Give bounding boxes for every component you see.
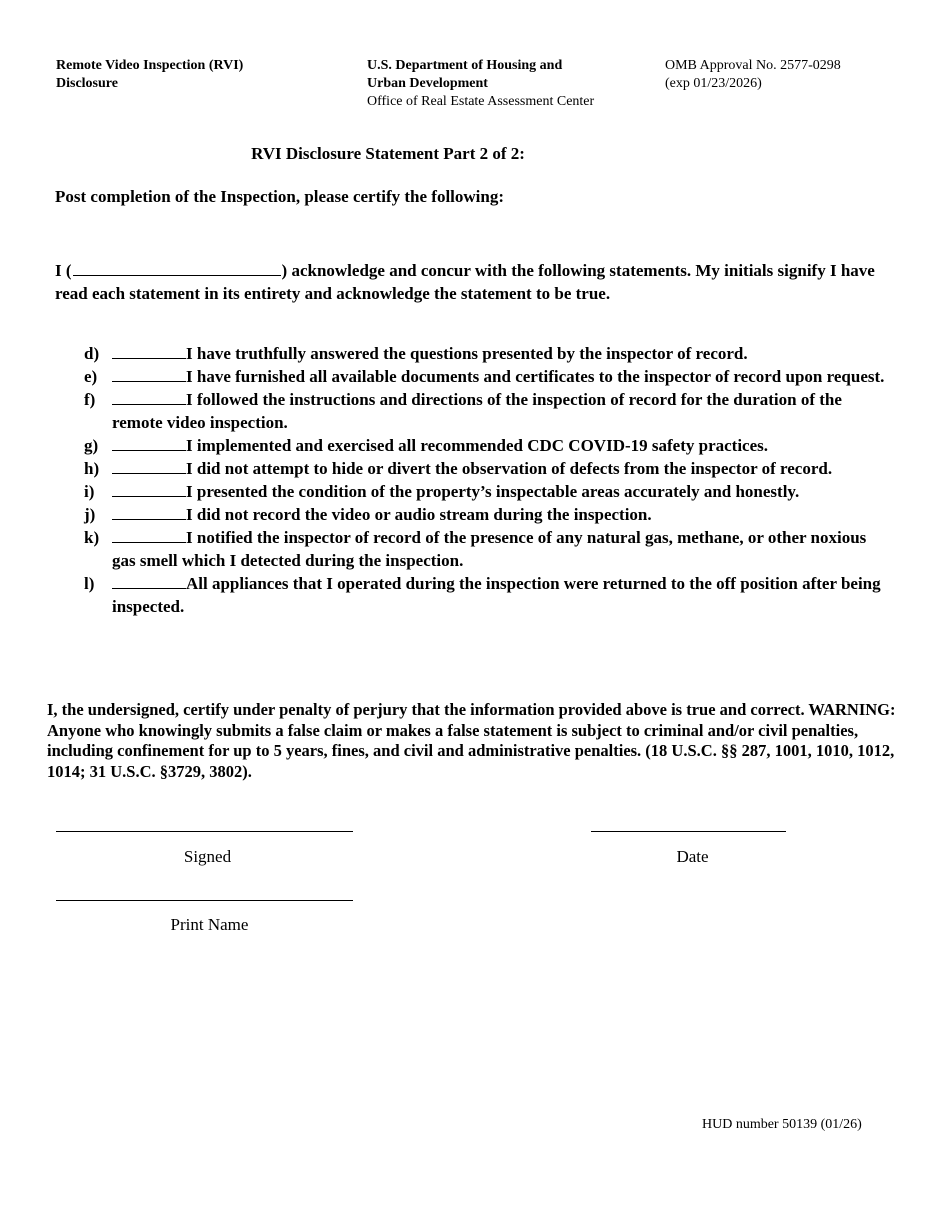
- name-blank-field[interactable]: [73, 260, 281, 276]
- header-form-name: [56, 57, 326, 93]
- header-left-line1: Remote Video Inspection (RVI): [56, 58, 244, 73]
- ack-prefix: I (: [55, 261, 72, 280]
- statement-body: [112, 526, 894, 572]
- statement-text: I notified the inspector of record of the presence of any natural gas, methane, or other noxious gas smell which I detected during the inspection.: [112, 528, 867, 570]
- header-agency: [367, 57, 647, 111]
- acknowledgement-paragraph: [55, 259, 895, 305]
- statement-item: [84, 365, 894, 388]
- signed-label: Signed: [183, 847, 232, 866]
- initials-blank-field[interactable]: [112, 366, 186, 382]
- statement-list: [84, 342, 894, 618]
- statement-item: [84, 572, 894, 618]
- statement-letter: g): [84, 436, 99, 455]
- page-title: RVI Disclosure Statement Part 2 of 2:: [251, 144, 525, 163]
- initials-blank-field[interactable]: [112, 527, 186, 543]
- statement-body: [112, 365, 894, 388]
- header-center-line1: U.S. Department of Housing and: [367, 58, 563, 73]
- header-center-line2: Urban Development: [367, 76, 488, 91]
- certification-warning: I, the undersigned, certify under penalty of perjury that the information provided above is true and correct. WARNING: Anyone who knowingly submits a false claim or makes a false statement is subject to criminal and/or civil penalties, including confinement for up to 5 years, fines, and civil and administrative penalties. (18 U.S.C. §§ 287, 1001, 1010, 1012, 1014; 31 U.S.C. §3729, 3802).: [47, 700, 896, 781]
- statement-body: [112, 572, 894, 618]
- statement-letter: d): [84, 344, 100, 363]
- statement-text: All appliances that I operated during the inspection were returned to the off position after being inspected.: [112, 574, 881, 616]
- statement-item: [84, 388, 894, 434]
- statement-item: [84, 526, 894, 572]
- statement-text: I implemented and exercised all recommended CDC COVID-19 safety practices.: [186, 436, 769, 455]
- initials-blank-field[interactable]: [112, 573, 186, 589]
- form-number-footer: HUD number 50139 (01/26): [702, 1117, 862, 1132]
- statement-text: I did not record the video or audio stream during the inspection.: [186, 505, 652, 524]
- statement-item: [84, 480, 894, 503]
- intro-text: Post completion of the Inspection, please certify the following:: [55, 187, 505, 206]
- initials-blank-field[interactable]: [112, 481, 186, 497]
- statement-letter: j): [84, 505, 96, 524]
- print-name-line[interactable]: [56, 900, 353, 901]
- header-right-line2: (exp 01/23/2026): [665, 76, 762, 91]
- statement-item: [84, 342, 894, 365]
- statement-body: [112, 342, 894, 365]
- statement-text: I did not attempt to hide or divert the observation of defects from the inspector of record.: [186, 459, 833, 478]
- initials-blank-field[interactable]: [112, 435, 186, 451]
- statement-text: I followed the instructions and directions of the inspection of record for the duration of the remote video inspection.: [112, 390, 842, 432]
- date-label: Date: [676, 847, 709, 866]
- statement-letter: i): [84, 482, 95, 501]
- statement-letter: l): [84, 574, 95, 593]
- header-omb-approval: [665, 57, 915, 93]
- statement-letter: e): [84, 367, 98, 386]
- statement-item: [84, 434, 894, 457]
- signature-line[interactable]: [56, 831, 353, 832]
- print-name-label: Print Name: [170, 915, 249, 934]
- statement-body: [112, 480, 894, 503]
- initials-blank-field[interactable]: [112, 458, 186, 474]
- statement-body: [112, 388, 894, 434]
- statement-letter: h): [84, 459, 100, 478]
- date-line[interactable]: [591, 831, 786, 832]
- statement-letter: k): [84, 528, 100, 547]
- statement-text: I have truthfully answered the questions presented by the inspector of record.: [186, 344, 748, 363]
- header-left-line2: Disclosure: [56, 76, 118, 91]
- ack-suffix: ) acknowledge and concur with the following statements. My initials signify I have read each statement in its entirety and acknowledge the statement to be true.: [55, 261, 875, 303]
- header-center-line3: Office of Real Estate Assessment Center: [367, 94, 595, 109]
- statement-body: [112, 503, 894, 526]
- statement-item: [84, 503, 894, 526]
- initials-blank-field[interactable]: [112, 343, 186, 359]
- statement-letter: f): [84, 390, 96, 409]
- initials-blank-field[interactable]: [112, 504, 186, 520]
- statement-body: [112, 457, 894, 480]
- statement-item: [84, 457, 894, 480]
- header-right-line1: OMB Approval No. 2577-0298: [665, 58, 841, 73]
- statement-text: I presented the condition of the property’s inspectable areas accurately and honestly.: [186, 482, 800, 501]
- statement-body: [112, 434, 894, 457]
- statement-text: I have furnished all available documents and certificates to the inspector of record upon request.: [186, 367, 885, 386]
- initials-blank-field[interactable]: [112, 389, 186, 405]
